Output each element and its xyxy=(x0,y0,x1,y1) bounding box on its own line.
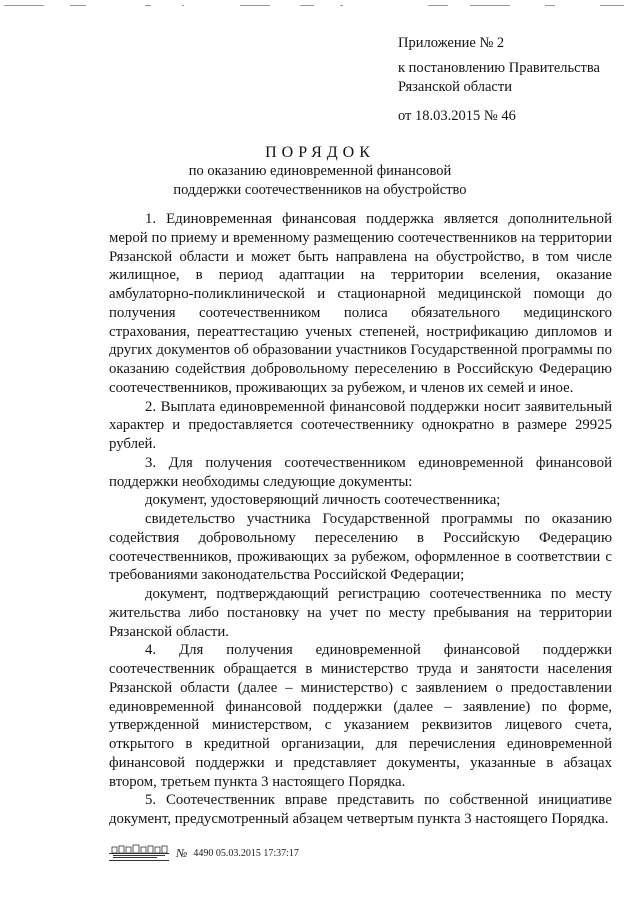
registration-number-sign: № xyxy=(176,845,188,860)
annex-header xyxy=(398,34,600,126)
subtitle-line-1: по оказанию единовременной финансовой xyxy=(188,163,452,179)
paragraph-4: 4. Для получения единовременной финансовой поддержки соотечественник обращается в министерство труда и занятости населения Рязанской области (далее – министерство) с заявлением о предоставлении единовременной финансовой поддержки (далее – заявление) по форме, утвержденной министерством, с указанием реквизитов лицевого счета, открытого в кредитной организации, для перечисления единовременной финансовой поддержки и представляет документы, указанные в абзацах втором, третьем пункта 3 настоящего Порядка. xyxy=(109,642,612,790)
document-subtitle xyxy=(0,162,640,200)
subtitle-line-2: поддержки соотечественников на обустройство xyxy=(173,182,467,198)
registration-number-timestamp: 4490 05.03.2015 17:37:17 xyxy=(193,847,299,859)
annex-number: Приложение № 2 xyxy=(398,35,505,51)
annex-region: Рязанской области xyxy=(398,79,512,95)
paragraph-3-item-1: документ, удостоверяющий личность соотечественника; xyxy=(145,492,501,509)
paragraph-1: 1. Единовременная финансовая поддержка является дополнительной мерой по приему и временному размещению соотечественников на территории Рязанской области и может быть направлена на обустройство, в том числе жилищное, в период адаптации на территории вселения, оказание амбулаторно-поликлинической и стационарной медицинской помощи до получения соотечественником полиса обязательного медицинского страхования, переаттестацию ученых степеней, нострификацию дипломов и других документов об образовании участников Государственной программы по оказанию содействия добровольному переселению в Российскую Федерацию соотечественников, проживающих за рубежом, и членов их семей и иное. xyxy=(109,211,612,396)
annex-resolution: к постановлению Правительства xyxy=(398,60,600,76)
paragraph-2: 2. Выплата единовременной финансовой поддержки носит заявительный характер и предоставляется соотечественнику однократно в размере 29925 рублей. xyxy=(109,398,612,452)
registry-stamp-icon xyxy=(108,843,170,863)
document-body xyxy=(109,210,612,829)
paragraph-5: 5. Соотечественник вправе представить по собственной инициативе документ, предусмотренный абзацем четвертым пункта 3 настоящего Порядка. xyxy=(109,792,612,827)
annex-date-number: от 18.03.2015 № 46 xyxy=(398,108,516,124)
paragraph-3: 3. Для получения соотечественником единовременной финансовой поддержки необходимы следующие документы: xyxy=(109,454,612,490)
scan-artifacts xyxy=(0,0,640,12)
paragraph-3-item-3: документ, подтверждающий регистрацию соотечественника по месту жительства либо постановку на учет по месту пребывания на территории Рязанской области. xyxy=(109,586,612,640)
document-title: ПОРЯДОК xyxy=(265,144,375,161)
paragraph-3-item-2: свидетельство участника Государственной программы по оказанию содействия добровольному переселению в Российскую Федерацию соотечественников, проживающих за рубежом, оформленное в соответствии с требованиями законодательства Российской Федерации; xyxy=(109,511,612,584)
registration-footer xyxy=(108,842,299,864)
